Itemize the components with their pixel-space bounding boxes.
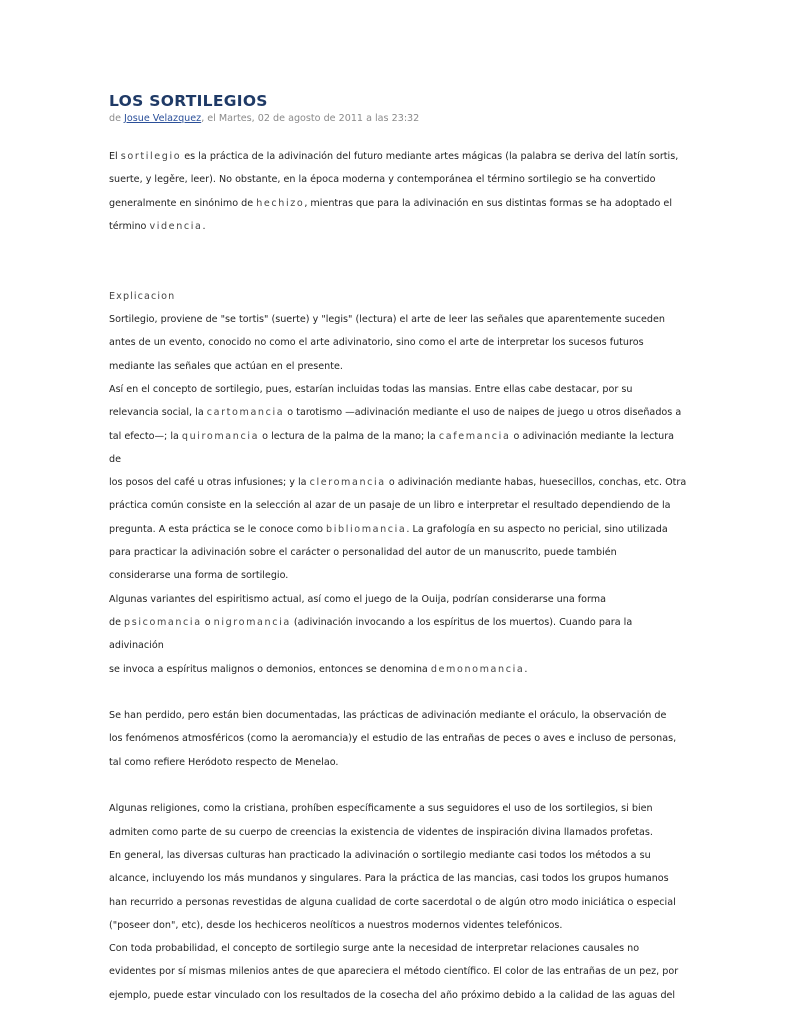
text-line: mediante las señales que actúan en el presente. — [109, 360, 343, 372]
text-line — [109, 477, 686, 488]
text-fragment: relevancia social, la — [109, 407, 207, 419]
spacer — [109, 681, 689, 704]
text-line: Se han perdido, pero están bien documentadas, las prácticas de adivinación mediante el oráculo, la observación de — [109, 710, 667, 722]
term-cleromancia: cleromancia — [309, 477, 386, 489]
text-line: considerarse una forma de sortilegio. — [109, 570, 289, 582]
spacer — [109, 238, 689, 261]
term-sortilegio: sortilegio — [120, 151, 182, 162]
text-line: Así en el concepto de sortilegio, pues, estarían incluidas todas las mansias. Entre ellas cabe destacar, por su — [109, 383, 633, 395]
text-line: suerte, y legěre, leer). No obstante, en la época moderna y contemporánea el término sortilegio se ha convertido — [109, 174, 656, 186]
text-fragment: pregunta. A esta práctica se le conoce como — [109, 523, 327, 535]
explicacion-paragraph-1 — [109, 308, 689, 378]
text-fragment: (adivinación invocando a los espíritus de los muertos). Cuando para la adivinación — [109, 616, 633, 652]
text-line: han recurrido a personas revestidas de alguna cualidad de corte sacerdotal o de algún otro modo iniciática o especial — [109, 896, 676, 908]
text-fragment: . La grafología en su aspecto no pericial, sino utilizada — [406, 523, 668, 535]
text-line — [109, 524, 668, 535]
text-fragment: . — [202, 220, 206, 232]
text-fragment: . — [524, 663, 528, 675]
term-bibliomancia: bibliomancia — [326, 523, 407, 535]
text-fragment: de — [109, 616, 125, 628]
term-psicomancia: psicomancia — [124, 616, 202, 628]
text-line: evidentes por sí mismas milenios antes de que apareciera el método científico. El color de las entrañas de un pez, por — [109, 966, 679, 978]
text-line: antes de un evento, conocido no como el arte adivinatorio, sino como el arte de interpretar los sucesos futuros — [109, 337, 644, 349]
text-fragment: o adivinación mediante la lectura de — [109, 430, 675, 465]
text-line: Algunas religiones, como la cristiana, prohíben específicamente a sus seguidores el uso de los sortilegios, si bien — [109, 803, 653, 815]
text-line — [109, 221, 206, 232]
term-videncia: videncia — [149, 220, 203, 232]
article-byline — [109, 113, 689, 125]
text-line — [109, 664, 527, 675]
spacer — [109, 774, 689, 797]
section-2-paragraph — [109, 704, 689, 774]
text-fragment: o — [201, 616, 214, 628]
text-line: Sortilegio, proviene de "se tortis" (suerte) y "legis" (lectura) el arte de leer las señales que aparentemente suceden — [109, 314, 666, 326]
intro-paragraph — [109, 145, 689, 238]
text-fragment: o lectura de la palma de la mano; la — [259, 430, 439, 442]
text-line — [109, 407, 681, 418]
article-body — [109, 145, 689, 1007]
article-title: LOS SORTILEGIOS — [109, 92, 268, 110]
text-line: ejemplo, puede estar vinculado con los resultados de la cosecha del año próximo debido a la calidad de las aguas del — [109, 989, 676, 1001]
text-line — [109, 617, 632, 651]
text-fragment: , mientras que para la adivinación en sus distintas formas se ha adoptado el — [304, 197, 672, 209]
author-link[interactable]: Josue Velazquez — [124, 113, 202, 124]
text-fragment: o tarotismo —adivinación mediante el uso de naipes de juego u otros diseñados a — [284, 407, 682, 419]
text-line: Con toda probabilidad, el concepto de sortilegio surge ante la necesidad de interpretar relaciones causales no — [109, 943, 640, 955]
term-cartomancia: cartomancia — [206, 407, 285, 419]
text-fragment: El — [109, 151, 121, 162]
byline-date: , el Martes, 02 de agosto de 2011 a las 23:32 — [201, 113, 420, 124]
text-line: alcance, incluyendo los más mundanos y singulares. Para la práctica de las mancias, casi todos los grupos humanos — [109, 873, 669, 885]
term-nigromancia: nigromancia — [213, 616, 291, 628]
term-quiromancia: quiromancia — [181, 430, 260, 442]
text-line — [109, 198, 672, 209]
text-line: para practicar la adivinación sobre el carácter o personalidad del autor de un manuscrito, puede también — [109, 547, 617, 559]
text-line: práctica común consiste en la selección al azar de un pasaje de un libro e interpretar el resultado dependiendo de la — [109, 500, 671, 512]
text-line: tal como refiere Heródoto respecto de Menelao. — [109, 756, 339, 768]
text-fragment: es la práctica de la adivinación del futuro mediante artes mágicas (la palabra se deriva del latín sortis, — [181, 151, 679, 162]
term-hechizo: hechizo — [256, 197, 305, 209]
text-line: ("poseer don", etc), desde los hechiceros neolíticos a nuestros modernos videntes telefónicos. — [109, 919, 563, 931]
text-line: En general, las diversas culturas han practicado la adivinación o sortilegio mediante casi todos los métodos a su — [109, 849, 651, 861]
spacer — [109, 261, 689, 284]
explicacion-paragraph-2 — [109, 378, 689, 588]
explicacion-heading: Explicacion — [109, 290, 176, 302]
text-fragment: término — [109, 220, 150, 232]
text-line — [109, 431, 674, 465]
section-3-paragraph — [109, 797, 689, 1007]
article — [109, 92, 689, 1007]
text-fragment: generalmente en sinónimo de — [109, 197, 257, 209]
text-fragment: los posos del café u otras infusiones; y la — [109, 477, 310, 489]
text-fragment: tal efecto—; la — [109, 430, 182, 442]
text-line: admiten como parte de su cuerpo de creencias la existencia de videntes de inspiración divina llamados profetas. — [109, 826, 653, 838]
term-demonomancia: demonomancia — [430, 663, 525, 675]
byline-prefix: de — [109, 113, 125, 124]
text-fragment: o adivinación mediante habas, huesecillos, conchas, etc. Otra — [385, 477, 687, 489]
text-line: los fenómenos atmosféricos (como la aeromancia)y el estudio de las entrañas de peces o aves e incluso de personas, — [109, 733, 677, 745]
text-line: Algunas variantes del espiritismo actual, así como el juego de la Ouija, podrían considerarse una forma — [109, 593, 607, 605]
text-fragment: se invoca a espíritus malignos o demonios, entonces se denomina — [109, 663, 431, 675]
explicacion-paragraph-3 — [109, 588, 689, 681]
term-cafemancia: cafemancia — [438, 430, 511, 442]
text-line — [109, 151, 678, 162]
